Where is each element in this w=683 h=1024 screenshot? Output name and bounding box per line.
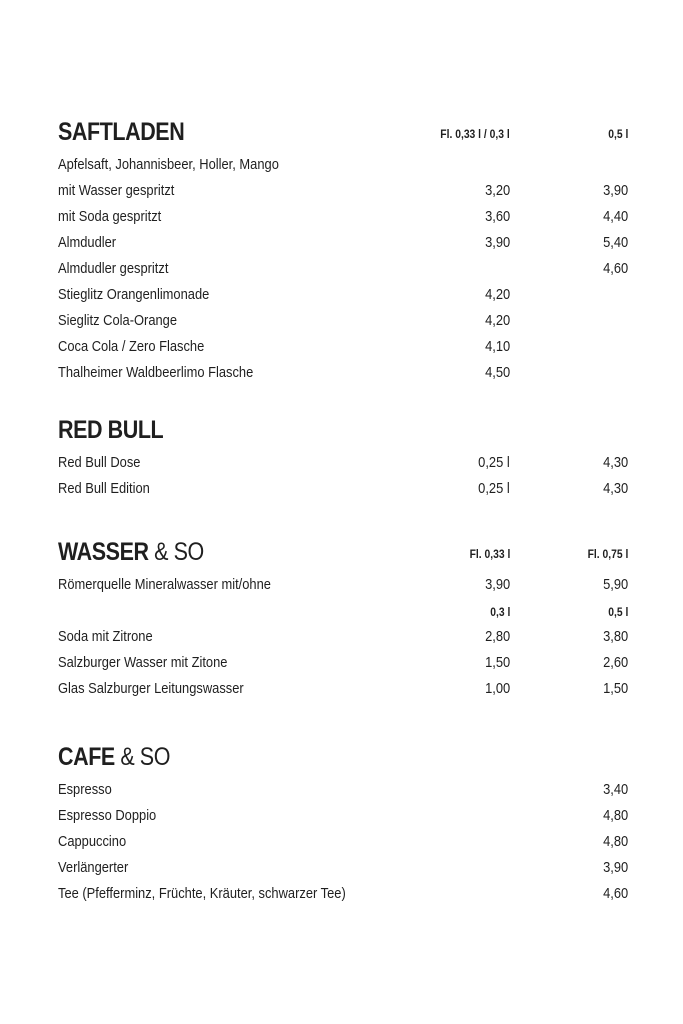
- item-name: mit Soda gespritzt: [58, 208, 162, 225]
- menu-item: [58, 623, 628, 649]
- item-price-small: 1,50: [484, 654, 510, 671]
- item-price-large: 4,60: [602, 260, 628, 277]
- section-header: [58, 117, 628, 151]
- item-name: Glas Salzburger Leitungswasser: [58, 680, 244, 697]
- section-title: SAFTLADEN: [58, 118, 185, 146]
- column-header-large: Fl. 0,75 l: [587, 547, 628, 561]
- menu-item: [58, 229, 628, 255]
- menu-item: [58, 854, 628, 880]
- item-price-large: 2,60: [602, 654, 628, 671]
- item-price-small: 4,50: [484, 364, 510, 381]
- item-name: Red Bull Edition: [58, 480, 150, 497]
- item-price: 4,80: [602, 833, 628, 850]
- menu-item: [58, 475, 628, 501]
- section-cafe: [58, 742, 628, 906]
- section-title: CAFE & SO: [58, 743, 171, 771]
- item-price: 3,90: [602, 859, 628, 876]
- item-price-large: 1,50: [602, 680, 628, 697]
- item-price-large: 5,40: [602, 234, 628, 251]
- section-wasser: [58, 537, 628, 701]
- section-saftladen: [58, 117, 628, 385]
- item-name: Römerquelle Mineralwasser mit/ohne: [58, 576, 271, 593]
- item-price-small: 3,60: [484, 208, 510, 225]
- item-price-large: 5,90: [602, 576, 628, 593]
- item-name: Thalheimer Waldbeerlimo Flasche: [58, 364, 254, 381]
- item-name: Red Bull Dose: [58, 454, 141, 471]
- menu-item: [58, 776, 628, 802]
- item-price: 4,30: [602, 454, 628, 471]
- item-price: 4,60: [602, 885, 628, 902]
- item-price-small: 3,20: [484, 182, 510, 199]
- item-name: Verlängerter: [58, 859, 129, 876]
- item-price: 4,80: [602, 807, 628, 824]
- item-price-small: 4,10: [484, 338, 510, 355]
- menu-item: [58, 307, 628, 333]
- item-name: Almdudler: [58, 234, 117, 251]
- item-price-small: 1,00: [484, 680, 510, 697]
- item-price-small: 3,90: [484, 576, 510, 593]
- menu-item: [58, 203, 628, 229]
- item-price-small: 4,20: [484, 286, 510, 303]
- item-volume: 0,25 l: [478, 480, 510, 497]
- item-price-large: 3,80: [602, 628, 628, 645]
- item-name: mit Wasser gespritzt: [58, 182, 175, 199]
- menu-item: [58, 281, 628, 307]
- item-name: Coca Cola / Zero Flasche: [58, 338, 205, 355]
- menu-item: [58, 649, 628, 675]
- item-name: Tee (Pfefferminz, Früchte, Kräuter, schwarzer Tee): [58, 885, 346, 902]
- item-name: Sieglitz Cola-Orange: [58, 312, 178, 329]
- column-header-small: 0,3 l: [489, 605, 510, 619]
- item-name: Apfelsaft, Johannisbeer, Holler, Mango: [58, 156, 279, 173]
- menu-item: [58, 151, 628, 177]
- section-header: [58, 742, 628, 776]
- section-header: [58, 537, 628, 571]
- item-name: Cappuccino: [58, 833, 127, 850]
- section-header: [58, 415, 628, 449]
- section-title: WASSER & SO: [58, 538, 204, 566]
- menu-item: [58, 571, 628, 597]
- menu-item: [58, 177, 628, 203]
- menu-item: [58, 880, 628, 906]
- item-name: Stieglitz Orangenlimonade: [58, 286, 210, 303]
- section-title: RED BULL: [58, 416, 164, 444]
- menu-item: [58, 255, 628, 281]
- item-volume: 0,25 l: [478, 454, 510, 471]
- item-name: Almdudler gespritzt: [58, 260, 169, 277]
- menu-item: [58, 449, 628, 475]
- menu-item: [58, 333, 628, 359]
- item-name: Soda mit Zitrone: [58, 628, 153, 645]
- column-header-large: 0,5 l: [607, 605, 628, 619]
- item-price-large: 4,40: [602, 208, 628, 225]
- section-red-bull: [58, 415, 628, 501]
- item-price: 3,40: [602, 781, 628, 798]
- menu-item: [58, 828, 628, 854]
- item-price: 4,30: [602, 480, 628, 497]
- item-price-large: 3,90: [602, 182, 628, 199]
- item-name: Salzburger Wasser mit Zitone: [58, 654, 228, 671]
- column-header-small: Fl. 0,33 l: [469, 547, 510, 561]
- item-price-small: 4,20: [484, 312, 510, 329]
- item-price-small: 3,90: [484, 234, 510, 251]
- item-price-small: 2,80: [484, 628, 510, 645]
- menu-item: [58, 675, 628, 701]
- menu-item: [58, 802, 628, 828]
- column-header-small: Fl. 0,33 l / 0,3 l: [440, 127, 510, 141]
- item-name: Espresso Doppio: [58, 807, 157, 824]
- column-header-large: 0,5 l: [607, 127, 628, 141]
- column-subheader: [58, 597, 628, 623]
- item-name: Espresso: [58, 781, 112, 798]
- menu-item: [58, 359, 628, 385]
